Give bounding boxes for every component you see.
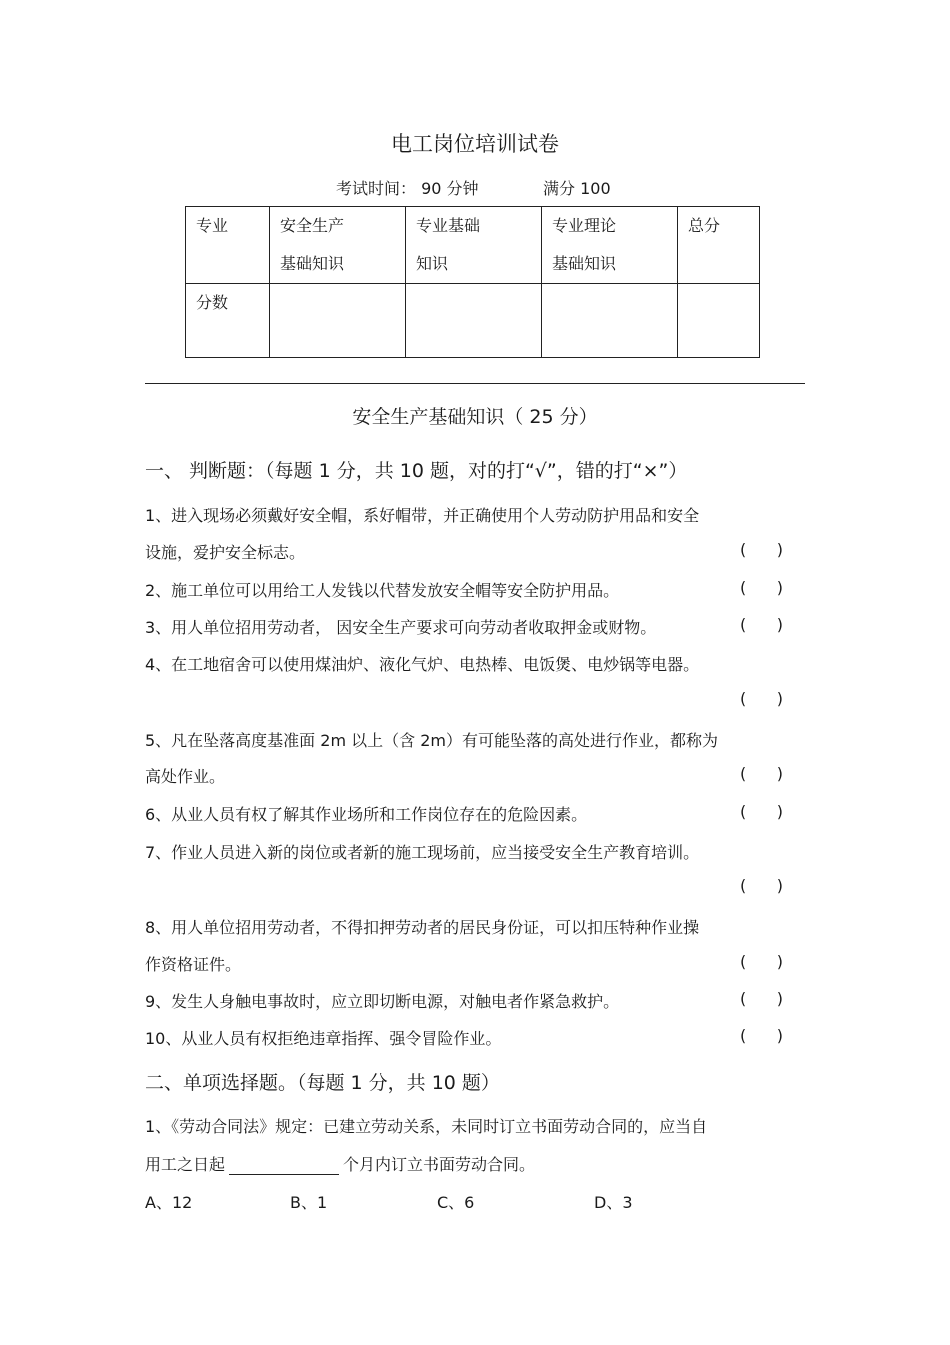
score-table — [185, 206, 760, 358]
part1-heading: 一、 判断题：（每题 1 分，共 10 题，对的打“√”，错的打“×”） — [145, 460, 688, 482]
score-input-cell[interactable] — [542, 284, 678, 358]
judgment-question-text: 9、发生人身触电事故时，应立即切断电源，对触电者作紧急救护。 — [145, 992, 620, 1011]
answer-paren[interactable]: ( ) — [740, 1026, 783, 1045]
divider — [145, 383, 805, 384]
judgment-question-text: 作资格证件。 — [145, 955, 242, 974]
judgment-question-text: 设施，爱护安全标志。 — [145, 543, 306, 562]
judgment-question-text: 3、用人单位招用劳动者， 因安全生产要求可向劳动者收取押金或财物。 — [145, 618, 657, 637]
choice-option[interactable]: C、6 — [437, 1193, 475, 1212]
answer-paren[interactable]: ( ) — [740, 615, 783, 634]
score-header-cell: 专业 — [186, 207, 270, 284]
answer-paren[interactable]: ( ) — [740, 578, 783, 597]
choice-option[interactable]: D、3 — [594, 1193, 633, 1212]
exam-time: 考试时间： 90 分钟 — [336, 179, 479, 198]
page-title: 电工岗位培训试卷 — [391, 132, 559, 156]
judgment-question-text: 1、进入现场必须戴好安全帽，系好帽带，并正确使用个人劳动防护用品和安全 — [145, 506, 700, 525]
answer-paren[interactable]: ( ) — [740, 802, 783, 821]
judgment-question-text: 8、用人单位招用劳动者，不得扣押劳动者的居民身份证，可以扣压特种作业操 — [145, 918, 700, 937]
judgment-question-text: 2、施工单位可以用给工人发钱以代替发放安全帽等安全防护用品。 — [145, 581, 620, 600]
judgment-question-text: 6、从业人员有权了解其作业场所和工作岗位存在的危险因素。 — [145, 805, 588, 824]
score-header-cell: 专业基础 知识 — [406, 207, 542, 284]
choice-question-text: 1、《劳动合同法》规定：已建立劳动关系，未同时订立书面劳动合同的，应当自 — [145, 1117, 708, 1136]
part2-heading: 二、单项选择题。（每题 1 分，共 10 题） — [145, 1072, 500, 1094]
judgment-question-text: 4、在工地宿舍可以使用煤油炉、液化气炉、电热棒、电饭煲、电炒锅等电器。 — [145, 655, 700, 674]
score-header-cell: 专业理论 基础知识 — [542, 207, 678, 284]
answer-paren[interactable]: ( ) — [740, 952, 783, 971]
section-title: 安全生产基础知识（ 25 分） — [352, 406, 598, 428]
choice-question-text: 用工之日起 个月内订立书面劳动合同。 — [145, 1155, 536, 1174]
answer-paren[interactable]: ( ) — [740, 876, 783, 895]
score-input-cell[interactable] — [270, 284, 406, 358]
answer-paren[interactable]: ( ) — [740, 540, 783, 559]
answer-paren[interactable]: ( ) — [740, 764, 783, 783]
judgment-question-text: 7、作业人员进入新的岗位或者新的施工现场前，应当接受安全生产教育培训。 — [145, 843, 700, 862]
score-header-cell: 总分 — [678, 207, 760, 284]
score-input-cell[interactable] — [406, 284, 542, 358]
choice-option[interactable]: B、1 — [290, 1193, 328, 1212]
judgment-question-text: 5、凡在坠落高度基准面 2m 以上（含 2m）有可能坠落的高处进行作业，都称为 — [145, 731, 718, 750]
score-row-label: 分数 — [186, 284, 270, 358]
answer-paren[interactable]: ( ) — [740, 989, 783, 1008]
answer-paren[interactable]: ( ) — [740, 689, 783, 708]
score-input-cell[interactable] — [678, 284, 760, 358]
score-header-cell: 安全生产 基础知识 — [270, 207, 406, 284]
answer-blank[interactable] — [229, 1158, 339, 1175]
judgment-question-text: 10、从业人员有权拒绝违章指挥、强令冒险作业。 — [145, 1029, 502, 1048]
full-score: 满分 100 — [543, 179, 611, 198]
judgment-question-text: 高处作业。 — [145, 767, 226, 786]
choice-option[interactable]: A、12 — [145, 1193, 193, 1212]
